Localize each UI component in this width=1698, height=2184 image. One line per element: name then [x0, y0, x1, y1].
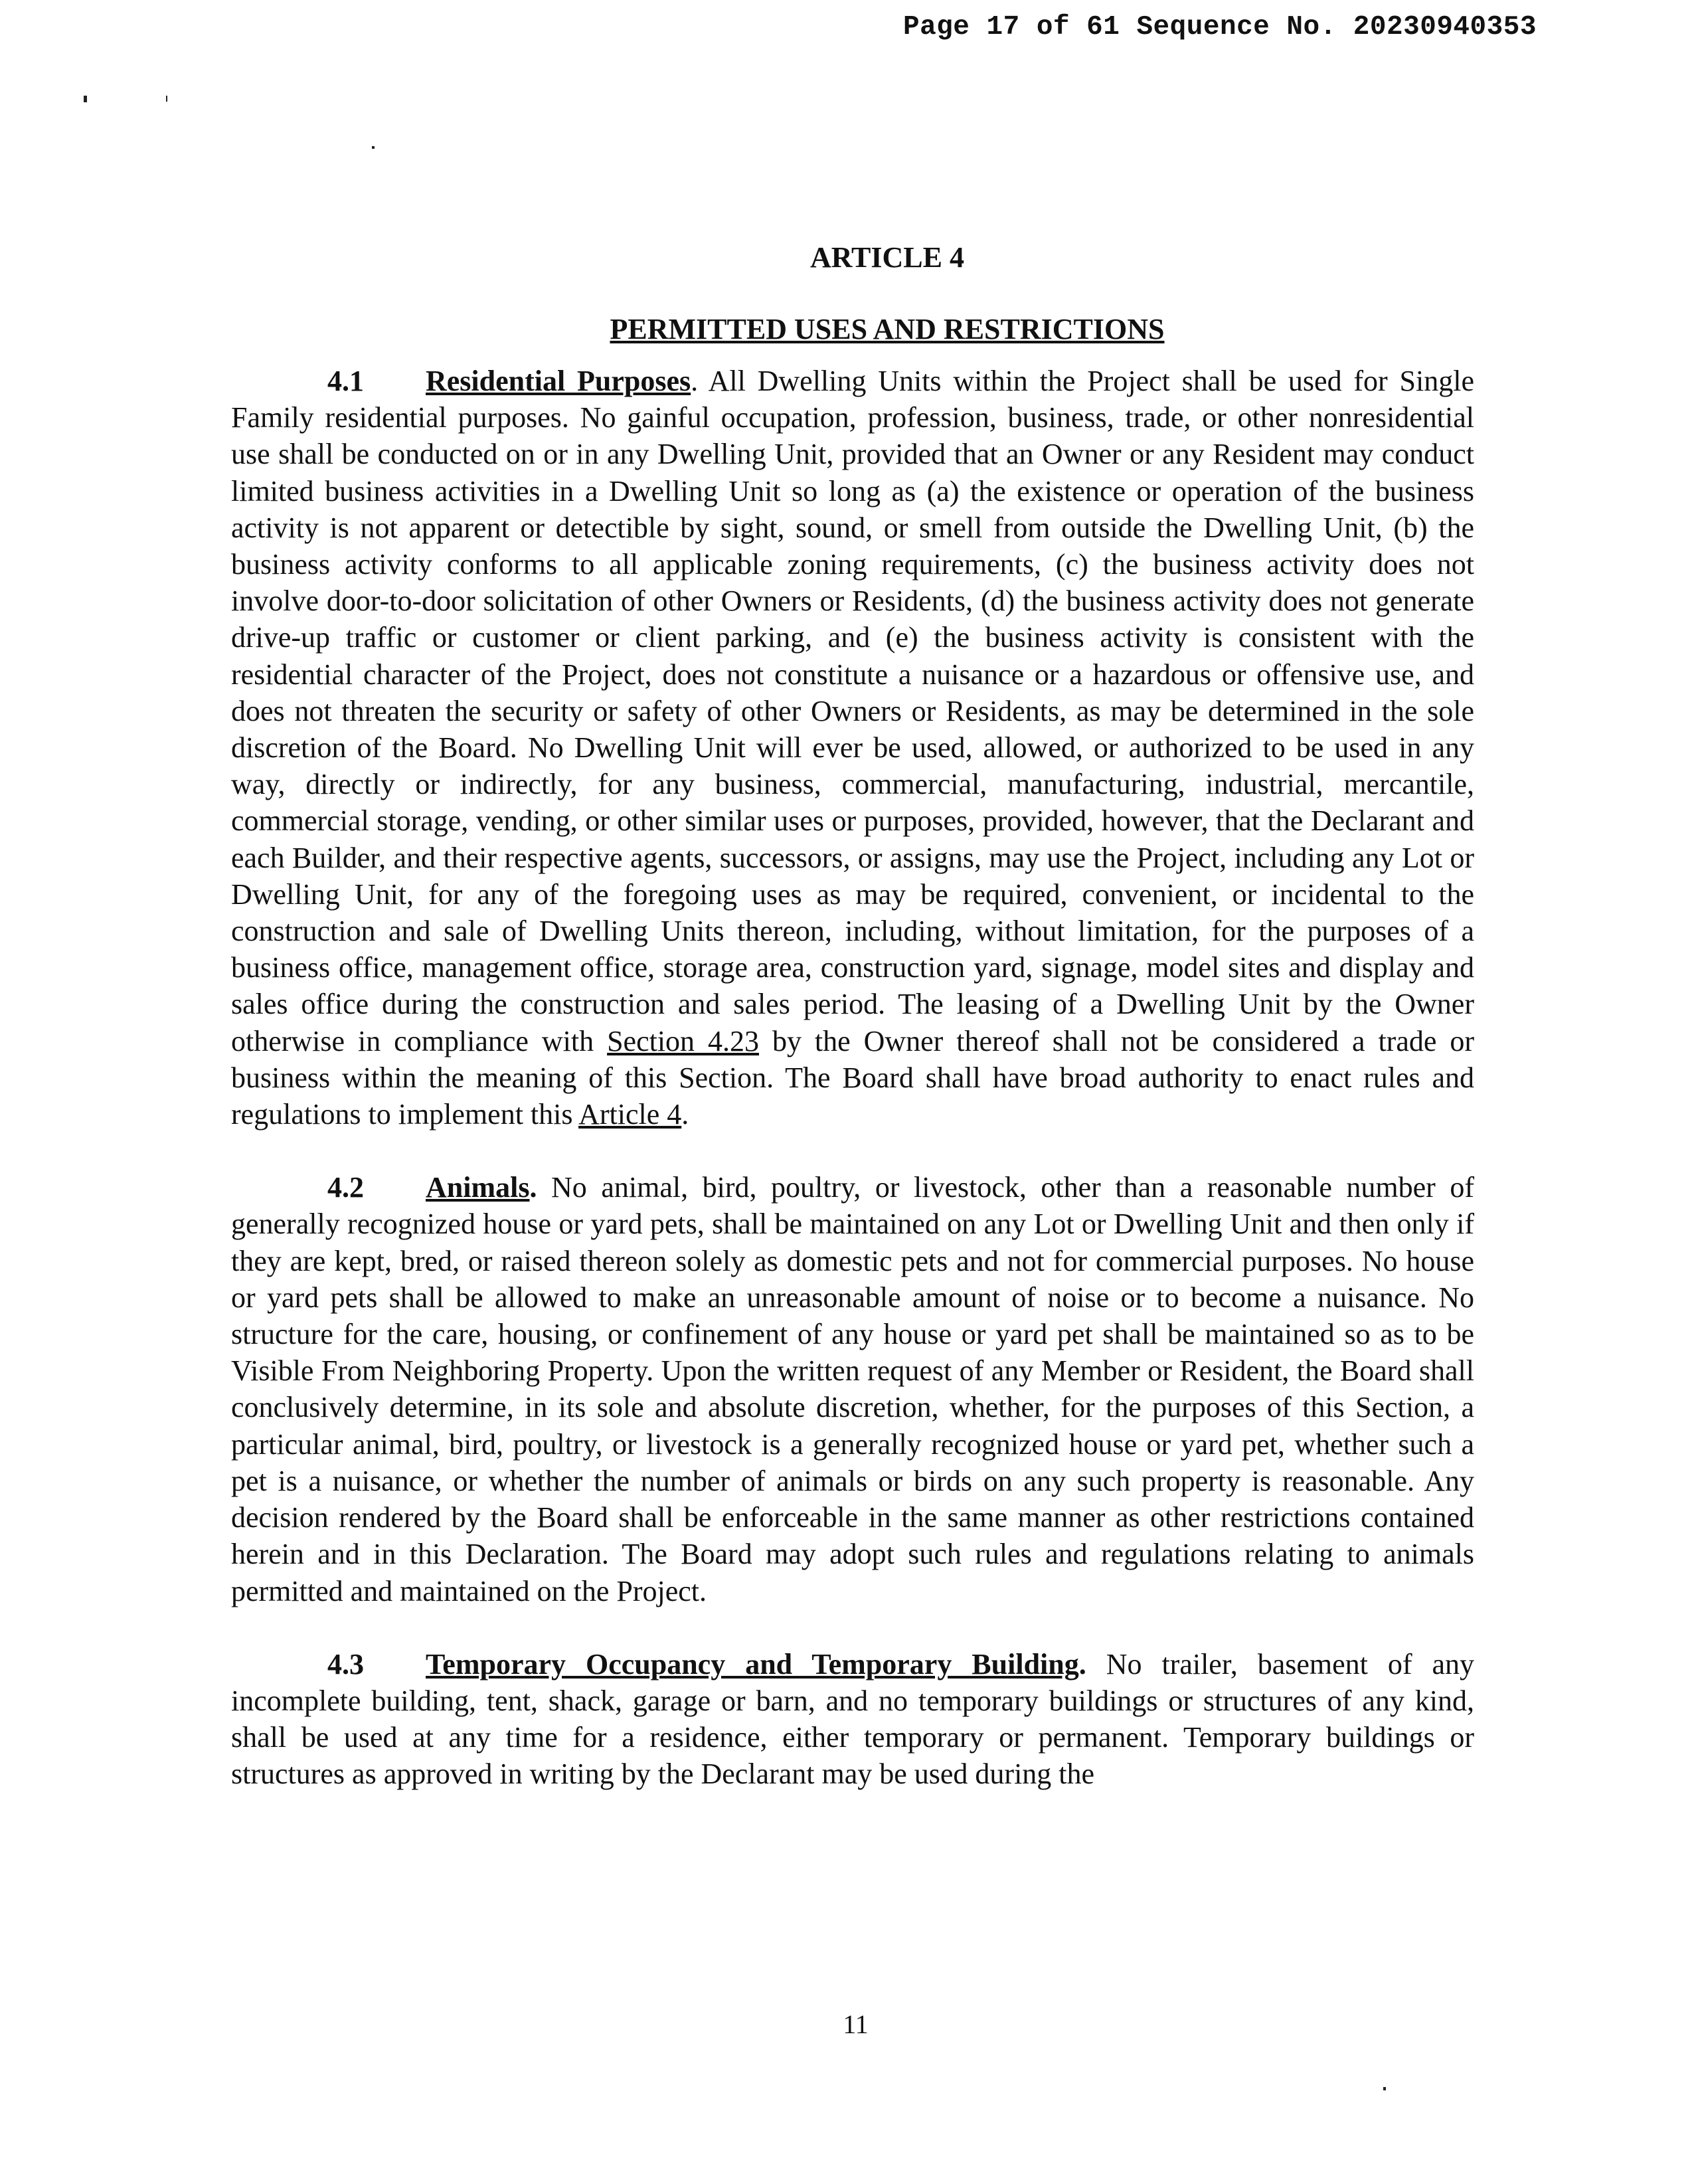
article-subtitle: PERMITTED USES AND RESTRICTIONS — [610, 313, 1165, 345]
document-page — [231, 239, 1474, 1829]
section-text: All Dwelling Units within the Project shall be used for Single Family residential purposes. No gainful occupation, profession, business, trade, or other nonresidential use shall be conducted on or in any Dwelling Unit, provided that an Owner or any Resident may conduct limited business activities in a Dwelling Unit so long as (a) the existence or operation of the business activity is not apparent or detectible by sight, sound, or smell from outside the Dwelling Unit, (b) the business activity conforms to all applicable zoning requirements, (c) the business activity does not involve door-to-door solicitation of other Owners or Residents, (d) the business activity does not generate drive-up traffic or customer or client parking, and (e) the business activity is consistent with the residential character of the Project, does not constitute a nuisance or a hazardous or offensive use, and does not threaten the security or safety of other Owners or Residents, as may be determined in the sole discretion of the Board. No Dwelling Unit will ever be used, allowed, or authorized to be used in any way, directly or indirectly, for any business, commercial, manufacturing, industrial, mercantile, commercial storage, vending, or other similar uses or purposes, provided, however, that the Declarant and each Builder, and their respective agents, successors, or assigns, may use the Project, including any Lot or Dwelling Unit, for any of the foregoing uses as may be required, convenient, or incidental to the construction and sale of Dwelling Units thereon, including, without limitation, for the purposes of a business office, management office, storage area, construction yard, signage, model sites and display and sales office during the construction and sales period. The leasing of a Dwelling Unit by the Owner otherwise in compliance with — [231, 365, 1474, 1057]
article-reference: Article 4 — [578, 1098, 682, 1131]
heading-period: . — [529, 1171, 537, 1204]
section-number: 4.3 — [327, 1647, 364, 1681]
section-number: 4.2 — [327, 1171, 364, 1204]
section-heading: Residential Purposes — [426, 365, 691, 397]
heading-period: . — [1078, 1647, 1086, 1681]
scan-speck — [1383, 2087, 1386, 2090]
section-reference: Section 4.23 — [607, 1024, 759, 1057]
page-number: 11 — [843, 2009, 869, 2039]
section-4-1 — [231, 363, 1474, 1133]
recording-stamp: Page 17 of 61 Sequence No. 20230940353 — [903, 12, 1537, 43]
scan-speck — [84, 96, 87, 102]
section-text: No animal, bird, poultry, or livestock, other than a reasonable number of generally recognized house or yard pets, shall be maintained on any Lot or Dwelling Unit and then only if they are kept, bred, or raised thereon solely as domestic pets and not for commercial purposes. No house or yard pets shall be allowed to make an unreasonable amount of noise or to become a nuisance. No structure for the care, housing, or confinement of any house or yard pet shall be maintained so as to be Visible From Neighboring Property. Upon the written request of any Member or Resident, the Board shall conclusively determine, in its sole and absolute discretion, whether, for the purposes of this Section, a particular animal, bird, poultry, or livestock is a generally recognized house or yard pet, whether such a pet is a nuisance, or whether the number of animals or birds on any such property is reasonable. Any decision rendered by the Board shall be enforceable in the same manner as other restrictions contained herein and in this Declaration. The Board may adopt such rules and regulations relating to animals permitted and maintained on the Project. — [231, 1171, 1474, 1607]
scan-speck — [166, 96, 167, 102]
section-4-2 — [231, 1169, 1474, 1609]
section-number: 4.1 — [327, 365, 364, 397]
section-text: by the Owner thereof shall not be considered a trade or business within the meaning of this Section. The Board shall have broad authority to enact rules and regulations to implement this — [231, 1024, 1474, 1131]
section-text: No trailer, basement of any incomplete building, tent, shack, garage or barn, and no temporary buildings or structures of any kind, shall be used at any time for a residence, either temporary or permanent. Temporary buildings or structures as approved in writing by the Declarant may be used during the — [231, 1647, 1474, 1791]
section-4-3 — [231, 1646, 1474, 1793]
section-heading: Animals — [426, 1171, 530, 1204]
heading-period: . — [691, 365, 699, 397]
article-title: ARTICLE 4 — [810, 241, 964, 274]
section-heading: Temporary Occupancy and Temporary Building — [426, 1647, 1079, 1681]
scan-speck — [372, 146, 375, 149]
section-text: . — [681, 1098, 689, 1131]
